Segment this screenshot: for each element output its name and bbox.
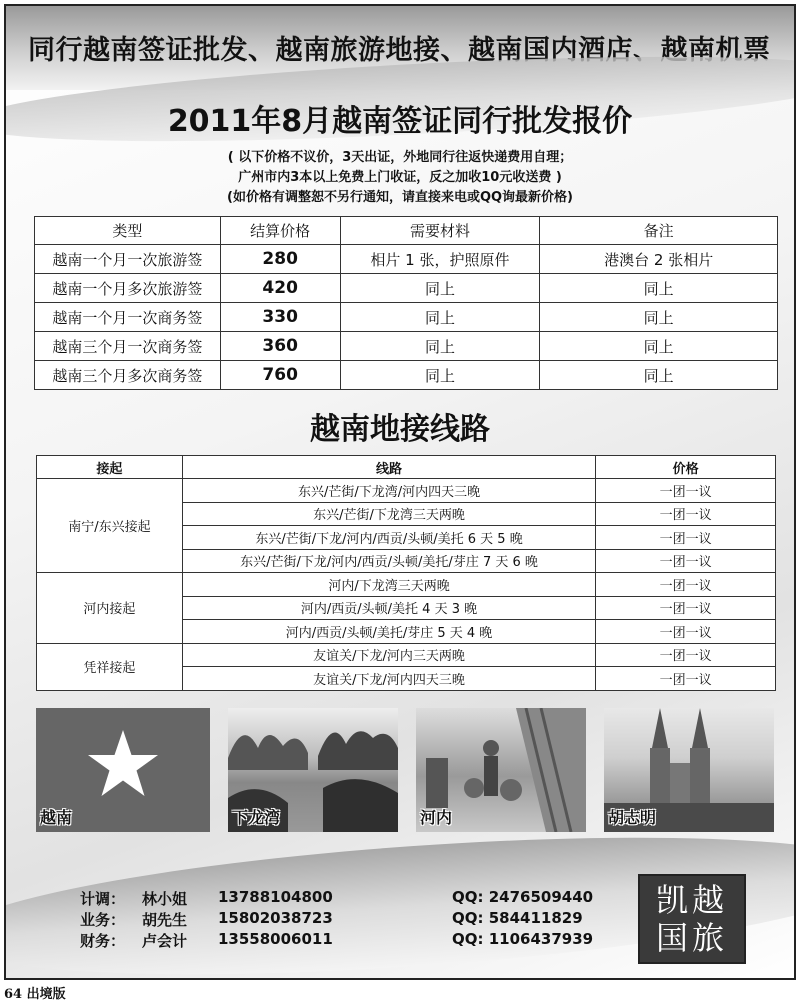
table-row [37, 573, 776, 597]
route: 东兴/芒街/下龙湾/河内四天三晚 [182, 479, 595, 503]
header-route: 线路 [182, 456, 595, 479]
contact-role: 财务： [80, 932, 126, 950]
visa-remark: 同上 [540, 361, 778, 390]
contact-phone: 13558006011 [218, 930, 333, 948]
route-price: 一团一议 [596, 502, 776, 526]
start-point: 凭祥接起 [37, 643, 183, 690]
table-row [35, 303, 778, 332]
visa-remark: 同上 [540, 303, 778, 332]
logo-line: 国旅 [655, 919, 728, 957]
visa-remark: 港澳台 2 张相片 [540, 245, 778, 274]
visa-type: 越南一个月多次旅游签 [35, 274, 221, 303]
note-line: ( 以下价格不议价，3天出证，外地同行往返快递费用自理； [227, 150, 573, 165]
contact-qq: QQ: 584411829 [452, 909, 583, 927]
company-logo [638, 874, 746, 964]
route-price: 一团一议 [596, 479, 776, 503]
route: 友谊关/下龙/河内四天三晚 [182, 667, 595, 691]
contact-phone: 13788104800 [218, 888, 333, 906]
visa-price: 760 [220, 361, 340, 390]
visa-material: 同上 [340, 361, 540, 390]
contact-name: 林小姐 [142, 890, 188, 908]
header-price: 价格 [596, 456, 776, 479]
contact-row [80, 888, 620, 909]
photo-strip [6, 708, 794, 832]
photo-label: 下龙湾 [232, 808, 281, 827]
table-row [35, 332, 778, 361]
visa-price: 280 [220, 245, 340, 274]
visa-type: 越南一个月一次商务签 [35, 303, 221, 332]
route: 东兴/芒街/下龙/河内/西贡/头顿/美托 6 天 5 晚 [182, 526, 595, 550]
visa-material: 相片 1 张，护照原件 [340, 245, 540, 274]
route: 河内/西贡/头顿/美托 4 天 3 晚 [182, 596, 595, 620]
banner-text: 同行越南签证批发、越南旅游地接、越南国内酒店、越南机票 [28, 35, 771, 66]
route: 友谊关/下龙/河内三天两晚 [182, 643, 595, 667]
contact-qq: QQ: 2476509440 [452, 888, 594, 906]
page-footer: 64 出境版 [4, 987, 66, 1000]
photo-label: 胡志明 [608, 808, 657, 827]
visa-price: 330 [220, 303, 340, 332]
table-row [37, 643, 776, 667]
tour-route-table [36, 455, 776, 691]
route-price: 一团一议 [596, 596, 776, 620]
page-title: 2011年8月越南签证同行批发报价 [167, 104, 633, 139]
halong-bay-photo [228, 708, 398, 832]
header-start: 接起 [37, 456, 183, 479]
visa-type: 越南三个月多次商务签 [35, 361, 221, 390]
route-price: 一团一议 [596, 620, 776, 644]
tours-title: 越南地接线路 [310, 412, 490, 447]
route: 河内/西贡/头顿/美托/芽庄 5 天 4 晚 [182, 620, 595, 644]
photo-label: 河内 [420, 808, 453, 827]
visa-type: 越南三个月一次商务签 [35, 332, 221, 361]
contact-row [80, 909, 620, 930]
visa-material: 同上 [340, 274, 540, 303]
start-point: 南宁/东兴接起 [37, 479, 183, 573]
route-price: 一团一议 [596, 526, 776, 550]
table-row [35, 361, 778, 390]
route: 东兴/芒街/下龙/河内/西贡/头顿/美托/芽庄 7 天 6 晚 [182, 549, 595, 573]
visa-price-table [34, 216, 778, 390]
route-price: 一团一议 [596, 643, 776, 667]
contact-list [80, 888, 620, 951]
contact-phone: 15802038723 [218, 909, 333, 927]
visa-material: 同上 [340, 303, 540, 332]
table-row [35, 274, 778, 303]
contact-name: 胡先生 [142, 911, 188, 929]
header-type: 类型 [35, 217, 221, 245]
header-material: 需要材料 [340, 217, 540, 245]
route-price: 一团一议 [596, 573, 776, 597]
contact-name: 卢会计 [142, 932, 188, 950]
price-notes [6, 148, 794, 208]
vietnam-flag-photo [36, 708, 210, 832]
ho-chi-minh-photo [604, 708, 774, 832]
route-price: 一团一议 [596, 667, 776, 691]
table-header-row [37, 456, 776, 479]
contact-role: 计调： [80, 890, 126, 908]
logo-line: 凯越 [655, 881, 728, 919]
contact-role: 业务： [80, 911, 126, 929]
route: 东兴/芒街/下龙湾三天两晚 [182, 502, 595, 526]
route: 河内/下龙湾三天两晚 [182, 573, 595, 597]
note-line: 广州市内3本以上免费上门收证，反之加收10元收送费 ) [238, 170, 562, 185]
route-price: 一团一议 [596, 549, 776, 573]
visa-type: 越南一个月一次旅游签 [35, 245, 221, 274]
hanoi-photo [416, 708, 586, 832]
table-row [35, 245, 778, 274]
visa-remark: 同上 [540, 332, 778, 361]
header-remark: 备注 [540, 217, 778, 245]
contact-qq: QQ: 1106437939 [452, 930, 594, 948]
table-row [37, 479, 776, 503]
visa-price: 420 [220, 274, 340, 303]
start-point: 河内接起 [37, 573, 183, 644]
photo-label: 越南 [40, 808, 73, 827]
header-price: 结算价格 [220, 217, 340, 245]
visa-remark: 同上 [540, 274, 778, 303]
table-header-row [35, 217, 778, 245]
note-line: (如价格有调整恕不另行通知，请直接来电或QQ询最新价格) [227, 190, 573, 205]
visa-price: 360 [220, 332, 340, 361]
ad-frame [4, 4, 796, 980]
contact-row [80, 930, 620, 951]
visa-material: 同上 [340, 332, 540, 361]
